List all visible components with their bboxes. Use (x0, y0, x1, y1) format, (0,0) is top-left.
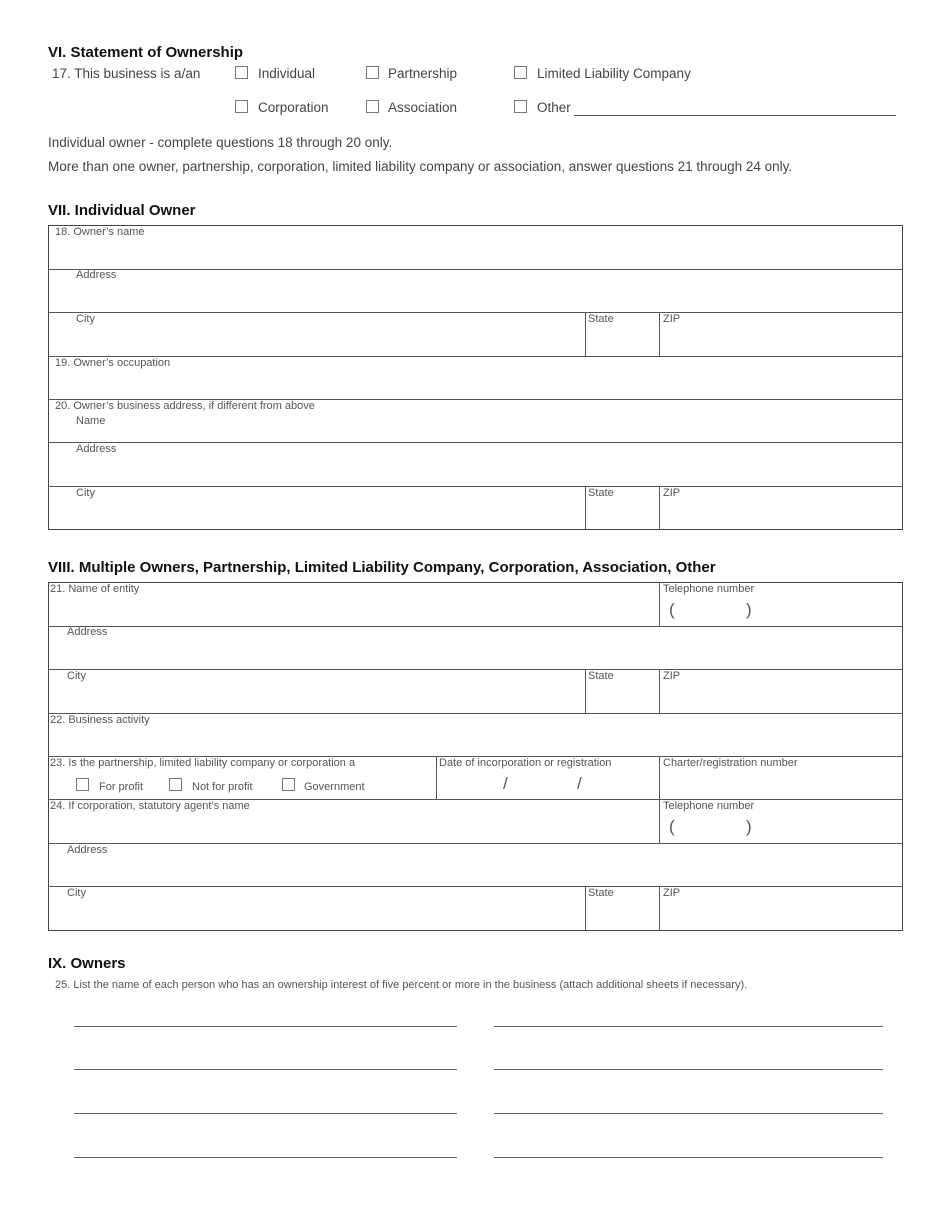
individual-label: Individual (258, 66, 316, 81)
statutory-agent-field[interactable]: 24. If corporation, statutory agent’s name (50, 800, 250, 812)
owner-name-line[interactable] (494, 1157, 883, 1158)
owner-name-line[interactable] (74, 1026, 457, 1027)
row-divider (48, 442, 903, 443)
row-divider (48, 626, 903, 627)
row-divider (48, 669, 903, 670)
agent-address-field[interactable]: Address (67, 844, 108, 856)
row-divider (48, 486, 903, 487)
owner-name-line[interactable] (494, 1069, 883, 1070)
government-checkbox[interactable] (282, 778, 295, 791)
owner-business-city-field[interactable]: City (76, 487, 95, 499)
other-input-line[interactable] (574, 115, 896, 116)
area-code-open-paren: ( (669, 600, 675, 619)
owner-zip-field[interactable]: ZIP (663, 313, 681, 325)
row-divider (48, 312, 903, 313)
entity-telephone-field[interactable]: Telephone number (663, 583, 755, 595)
agent-state-field[interactable]: State (588, 887, 614, 899)
owner-business-state-field[interactable]: State (588, 487, 614, 499)
llc-label: Limited Liability Company (537, 66, 691, 81)
owner-occupation-field[interactable]: 19. Owner’s occupation (55, 357, 171, 369)
owner-business-zip-field[interactable]: ZIP (663, 487, 681, 499)
business-activity-field[interactable]: 22. Business activity (50, 714, 150, 726)
row-divider (48, 843, 903, 844)
owner-business-address-field[interactable]: Address (76, 443, 117, 455)
entity-state-field[interactable]: State (588, 670, 614, 682)
owner-name-line[interactable] (74, 1157, 457, 1158)
entity-zip-field[interactable]: ZIP (663, 670, 681, 682)
individual-owner-table (48, 225, 903, 530)
col-divider (585, 669, 586, 713)
corporation-label: Corporation (258, 100, 329, 115)
col-divider (659, 486, 660, 530)
col-divider (585, 312, 586, 356)
section-8-title: VIII. Multiple Owners, Partnership, Limited Liability Company, Corporation, Association, Other (48, 559, 716, 576)
entity-name-field[interactable]: 21. Name of entity (50, 583, 140, 595)
col-divider (659, 312, 660, 356)
agent-zip-field[interactable]: ZIP (663, 887, 681, 899)
association-label: Association (388, 100, 458, 115)
q25-instructions: 25. List the name of each person who has an ownership interest of five percent or more in the business (attach additional sheets if necessary). (55, 979, 748, 991)
owner-address-field[interactable]: Address (76, 269, 117, 281)
section-7-title: VII. Individual Owner (48, 202, 196, 219)
llc-checkbox[interactable] (514, 66, 527, 79)
row-divider (48, 356, 903, 357)
agent-city-field[interactable]: City (67, 887, 86, 899)
agent-telephone-field[interactable]: Telephone number (663, 800, 755, 812)
owner-name-line[interactable] (494, 1026, 883, 1027)
for-profit-checkbox[interactable] (76, 778, 89, 791)
note-multiple: More than one owner, partnership, corporation, limited liability company or association, answer questions 21 through 24 only. (48, 159, 793, 174)
row-divider (48, 886, 903, 887)
owner-name-line[interactable] (74, 1069, 457, 1070)
col-divider (585, 886, 586, 931)
entity-type-question: 23. Is the partnership, limited liability company or corporation a (50, 757, 356, 769)
owner-city-field[interactable]: City (76, 313, 95, 325)
owner-business-address-label: 20. Owner’s business address, if different from above (55, 400, 315, 412)
col-divider (659, 886, 660, 931)
col-divider (585, 486, 586, 530)
entity-address-field[interactable]: Address (67, 626, 108, 638)
corporation-checkbox[interactable] (235, 100, 248, 113)
charter-number-field[interactable]: Charter/registration number (663, 757, 798, 769)
owner-business-name-field[interactable]: Name (76, 415, 106, 427)
owner-name-line[interactable] (74, 1113, 457, 1114)
entity-city-field[interactable]: City (67, 670, 86, 682)
individual-checkbox[interactable] (235, 66, 248, 79)
col-divider (659, 669, 660, 713)
owner-name-line[interactable] (494, 1113, 883, 1114)
row-divider (48, 269, 903, 270)
area-code-open-paren: ( (669, 817, 675, 836)
q17-label: 17. This business is a/an (52, 66, 201, 81)
area-code-close-paren: ) (746, 817, 752, 836)
area-code-close-paren: ) (746, 600, 752, 619)
owner-state-field[interactable]: State (588, 313, 614, 325)
col-divider (659, 756, 660, 799)
col-divider (659, 582, 660, 626)
not-for-profit-checkbox[interactable] (169, 778, 182, 791)
section-9-title: IX. Owners (48, 955, 126, 972)
for-profit-label: For profit (99, 781, 144, 793)
owner-name-field[interactable]: 18. Owner’s name (55, 226, 145, 238)
other-label: Other (537, 100, 571, 115)
partnership-label: Partnership (388, 66, 458, 81)
section-6-title: VI. Statement of Ownership (48, 44, 244, 61)
incorporation-date-field[interactable]: Date of incorporation or registration (439, 757, 612, 769)
col-divider (659, 799, 660, 843)
note-individual: Individual owner - complete questions 18 through 20 only. (48, 135, 393, 150)
not-for-profit-label: Not for profit (192, 781, 253, 793)
col-divider (436, 756, 437, 799)
partnership-checkbox[interactable] (366, 66, 379, 79)
other-checkbox[interactable] (514, 100, 527, 113)
association-checkbox[interactable] (366, 100, 379, 113)
government-label: Government (304, 781, 365, 793)
date-separator: / (577, 774, 582, 793)
row-divider (48, 713, 903, 714)
date-separator: / (503, 774, 508, 793)
